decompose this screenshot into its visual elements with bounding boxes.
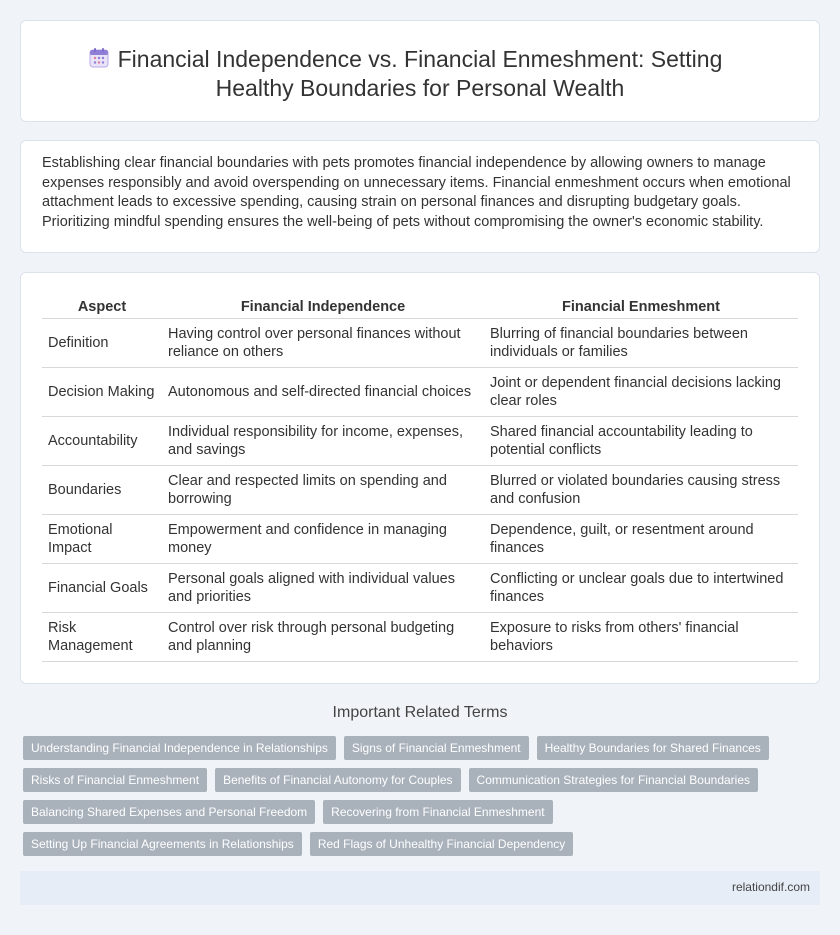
aspect-cell: Accountability	[42, 417, 162, 466]
related-terms-list	[23, 736, 813, 864]
aspect-cell: Definition	[42, 319, 162, 368]
related-term-tag[interactable]: Communication Strategies for Financial Boundaries	[469, 768, 758, 792]
table-row	[42, 466, 798, 515]
independence-cell: Clear and respected limits on spending and borrowing	[162, 466, 484, 515]
page-title-line-1: Financial Independence vs. Financial Enmeshment: Setting	[117, 46, 723, 72]
column-header-aspect: Aspect	[42, 296, 162, 319]
enmeshment-cell: Shared financial accountability leading to potential conflicts	[484, 417, 798, 466]
aspect-cell: Boundaries	[42, 466, 162, 515]
independence-cell: Individual responsibility for income, expenses, and savings	[162, 417, 484, 466]
independence-cell: Control over risk through personal budgeting and planning	[162, 613, 484, 662]
tag-row	[23, 800, 813, 824]
page-title	[21, 45, 819, 103]
tag-row	[23, 768, 813, 792]
related-terms-heading: Important Related Terms	[332, 704, 508, 721]
table-row	[42, 564, 798, 613]
related-term-tag[interactable]: Signs of Financial Enmeshment	[344, 736, 529, 760]
intro-card	[20, 140, 820, 253]
table-header-row	[42, 296, 798, 319]
tag-row	[23, 736, 813, 760]
related-term-tag[interactable]: Healthy Boundaries for Shared Finances	[537, 736, 769, 760]
enmeshment-cell: Dependence, guilt, or resentment around finances	[484, 515, 798, 564]
header-card	[20, 20, 820, 122]
comparison-table-card	[20, 272, 820, 684]
page-title-line-2: Healthy Boundaries for Personal Wealth	[215, 75, 625, 101]
enmeshment-cell: Blurring of financial boundaries between individuals or families	[484, 319, 798, 368]
table-row	[42, 319, 798, 368]
table-row	[42, 613, 798, 662]
column-header-independence: Financial Independence	[162, 296, 484, 319]
enmeshment-cell: Blurred or violated boundaries causing stress and confusion	[484, 466, 798, 515]
table-row	[42, 368, 798, 417]
table-row	[42, 417, 798, 466]
enmeshment-cell: Conflicting or unclear goals due to intertwined finances	[484, 564, 798, 613]
aspect-cell: Risk Management	[42, 613, 162, 662]
aspect-cell: Decision Making	[42, 368, 162, 417]
table-row	[42, 515, 798, 564]
site-link[interactable]: relationdif.com	[731, 880, 810, 894]
related-term-tag[interactable]: Benefits of Financial Autonomy for Couples	[215, 768, 460, 792]
intro-paragraph: Establishing clear financial boundaries with pets promotes financial independence by allowing owners to manage expenses responsibly and avoid overspending on unnecessary items. Financial enmeshment occurs when emotional attachment leads to excessive spending, causing strain on personal finances and disrupting budgetary goals. Prioritizing mindful spending ensures the well-being of pets without compromising the owner's economic stability.	[42, 155, 791, 230]
related-term-tag[interactable]: Understanding Financial Independence in Relationships	[23, 736, 336, 760]
enmeshment-cell: Joint or dependent financial decisions lacking clear roles	[484, 368, 798, 417]
aspect-cell: Financial Goals	[42, 564, 162, 613]
tag-row	[23, 832, 813, 856]
related-term-tag[interactable]: Red Flags of Unhealthy Financial Dependency	[310, 832, 573, 856]
independence-cell: Having control over personal finances without reliance on others	[162, 319, 484, 368]
column-header-enmeshment: Financial Enmeshment	[484, 296, 798, 319]
independence-cell: Personal goals aligned with individual values and priorities	[162, 564, 484, 613]
related-term-tag[interactable]: Recovering from Financial Enmeshment	[323, 800, 552, 824]
related-term-tag[interactable]: Balancing Shared Expenses and Personal Freedom	[23, 800, 315, 824]
enmeshment-cell: Exposure to risks from others' financial behaviors	[484, 613, 798, 662]
independence-cell: Empowerment and confidence in managing money	[162, 515, 484, 564]
related-term-tag[interactable]: Risks of Financial Enmeshment	[23, 768, 207, 792]
aspect-cell: Emotional Impact	[42, 515, 162, 564]
related-term-tag[interactable]: Setting Up Financial Agreements in Relationships	[23, 832, 302, 856]
footer	[20, 871, 820, 905]
comparison-table	[42, 296, 798, 662]
independence-cell: Autonomous and self-directed financial choices	[162, 368, 484, 417]
